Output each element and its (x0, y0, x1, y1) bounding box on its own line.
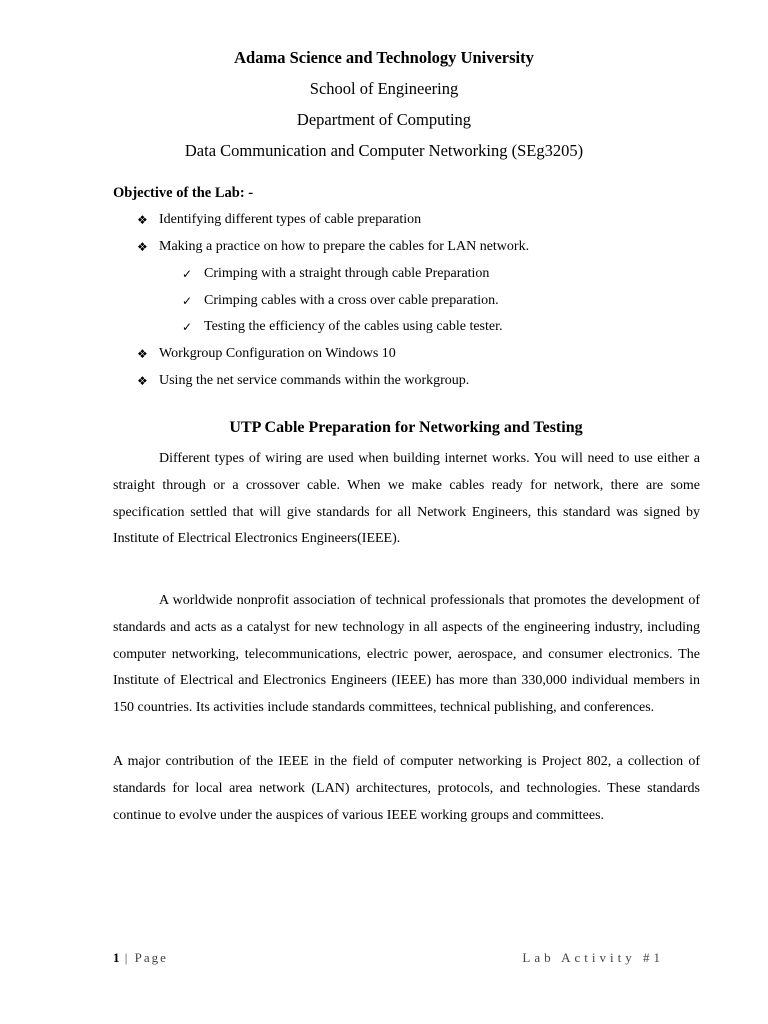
lab-activity-footer: Lab Activity #1 (522, 950, 664, 965)
objective-item-text: Using the net service commands within the workgroup. (159, 373, 470, 388)
page-number-footer (113, 950, 168, 966)
diamond-bullet-icon: ❖ (137, 240, 148, 254)
university-title: Adama Science and Technology University (234, 48, 534, 67)
checkmark-icon: ✓ (182, 320, 193, 334)
page-label: | Page (119, 950, 168, 965)
school-title: School of Engineering (309, 79, 459, 98)
objective-subitem-text: Crimping cables with a cross over cable preparation. (204, 293, 499, 308)
objective-heading: Objective of the Lab: - (113, 185, 254, 201)
objective-subitem-text: Crimping with a straight through cable Preparation (204, 266, 490, 281)
checkmark-icon: ✓ (182, 267, 193, 281)
section-heading: UTP Cable Preparation for Networking and Testing (229, 419, 583, 436)
objective-item-text: Making a practice on how to prepare the cables for LAN network. (159, 239, 530, 254)
diamond-bullet-icon: ❖ (137, 213, 148, 227)
objective-subitem-text: Testing the efficiency of the cables using cable tester. (204, 319, 503, 334)
body-paragraph: Different types of wiring are used when building internet works. You will need to use either a straight through or a crossover cable. When we make cables ready for network, there are some specification settled that will give standards for all Network Engineers, this standard was signed by Institute of Electrical Electronics Engineers(IEEE). (113, 451, 700, 547)
course-title: Data Communication and Computer Networking (SEg3205) (184, 141, 584, 160)
department-title: Department of Computing (296, 110, 472, 129)
checkmark-icon: ✓ (182, 294, 193, 308)
objective-item-text: Workgroup Configuration on Windows 10 (159, 346, 396, 361)
body-paragraph: A worldwide nonprofit association of technical professionals that promotes the development of standards and acts as a catalyst for new technology in all aspects of the engineering industry, including computer networking, telecommunications, electric power, aerospace, and consumer electronics. The Institute of Electrical and Electronics Engineers (IEEE) has more than 330,000 individual members in 150 countries. Its activities include standards committees, technical publishing, and conferences. (113, 593, 700, 716)
diamond-bullet-icon: ❖ (137, 374, 148, 388)
objective-item-text: Identifying different types of cable preparation (159, 212, 422, 227)
diamond-bullet-icon: ❖ (137, 347, 148, 361)
body-paragraph: A major contribution of the IEEE in the field of computer networking is Project 802, a collection of standards for local area network (LAN) architectures, protocols, and technologies. These standards continue to evolve under the auspices of various IEEE working groups and committees. (113, 754, 700, 823)
page-number: 1 (113, 950, 120, 965)
